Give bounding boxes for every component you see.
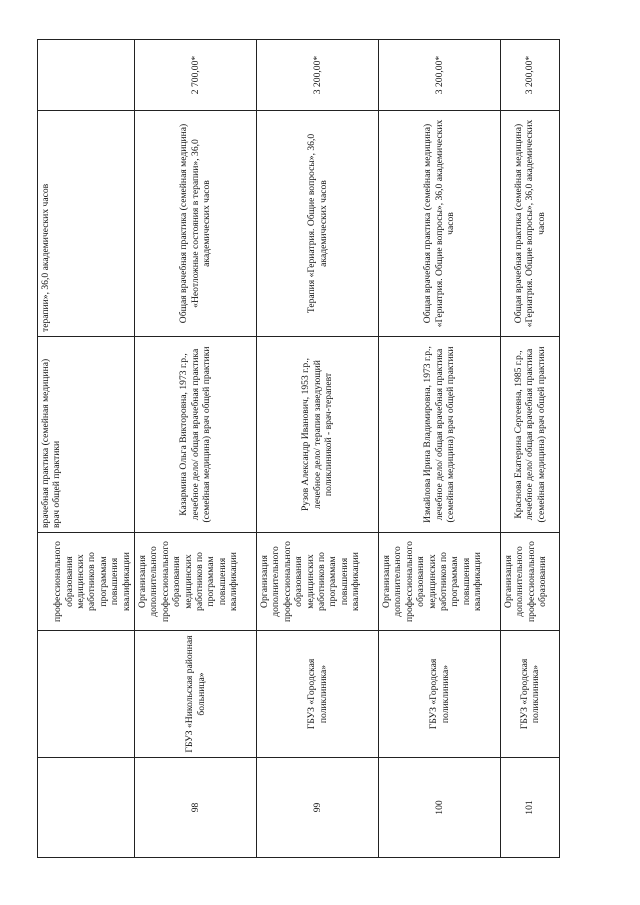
organization-cell: ГБУЗ «Городская поликлиника» <box>257 631 379 758</box>
cost-cell: 3 200,00* <box>501 40 560 111</box>
row-number: 101 <box>501 758 560 858</box>
rotated-table-page <box>37 40 559 858</box>
cost-cell: 3 200,00* <box>257 40 379 111</box>
program-type-cell: Организация дополнительного профессионального образования медицинских работников по программам повышения квалификации <box>379 533 501 631</box>
course-cell: Общая врачебная практика (семейная медицина) «Гериатрия. Общие вопросы», 36,0 академических часов <box>501 111 560 337</box>
employee-cell: Рузов Александр Иванович, 1953 г.р., лечебное дело/ терапия заведующий поликлиникой - врач-терапевт <box>257 337 379 533</box>
row-number: 98 <box>135 758 257 858</box>
course-cell: Общая врачебная практика (семейная медицина) «Гериатрия. Общие вопросы», 36,0 академических часов <box>379 111 501 337</box>
organization-cell: ГБУЗ «Городская поликлиника» <box>501 631 560 758</box>
row-number: 100 <box>379 758 501 858</box>
row-number: 99 <box>257 758 379 858</box>
course-cell: терапии», 36,0 академических часов <box>38 111 135 337</box>
course-cell: Терапия «Гериатрия. Общие вопросы», 36,0 академических часов <box>257 111 379 337</box>
program-type-cell: Организация дополнительного профессионального образования медицинских работников по программам повышения квалификации <box>135 533 257 631</box>
organization-cell: ГБУЗ «Городская поликлиника» <box>379 631 501 758</box>
cost-cell: 3 200,00* <box>379 40 501 111</box>
employee-cell: Казармина Ольга Викторовна, 1973 г.р., лечебное дело/ общая врачебная практика (семейная медицина) врач общей практики <box>135 337 257 533</box>
cost-cell <box>38 40 135 111</box>
program-type-cell: Организация дополнительного профессионального образования <box>501 533 560 631</box>
table-row <box>135 40 257 858</box>
table-row <box>38 40 135 858</box>
employee-cell: врачебная практика (семейная медицина) врач общей практики <box>38 337 135 533</box>
employee-cell: Измайлова Ирина Владимировна, 1973 г.р., лечебное дело/ общая врачебная практика (семейная медицина) врач общей практики <box>379 337 501 533</box>
program-type-cell: Организация дополнительного профессионального образования медицинских работников по программам повышения квалификации <box>257 533 379 631</box>
organization-cell <box>38 631 135 758</box>
course-cell: Общая врачебная практика (семейная медицина) «Неотложные состояния в терапии», 36,0 академических часов <box>135 111 257 337</box>
cost-cell: 2 700,00* <box>135 40 257 111</box>
program-type-cell: профессионального образования медицинских работников по программам повышения квалификации <box>38 533 135 631</box>
table-row <box>257 40 379 858</box>
row-number <box>38 758 135 858</box>
table-row <box>501 40 560 858</box>
organization-cell: ГБУЗ «Никольская районная больница» <box>135 631 257 758</box>
training-costs-table <box>37 39 560 858</box>
table-row <box>379 40 501 858</box>
employee-cell: Краснова Екатерина Сергеевна, 1985 г.р., лечебное дело/ общая врачебная практика (семейная медицина) врач общей практики <box>501 337 560 533</box>
